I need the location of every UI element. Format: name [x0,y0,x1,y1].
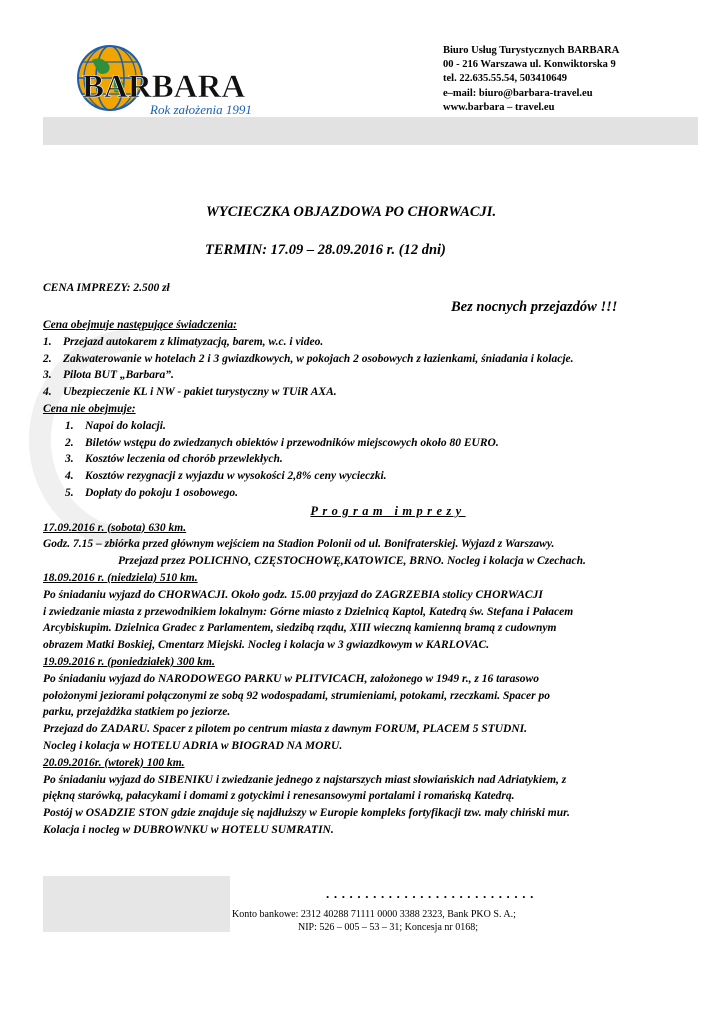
day-date: 17.09.2016 r. (sobota) 630 km. [43,521,187,534]
price-line: CENA IMPREZY: 2.500 zł [43,282,170,294]
day-text: Przejazd do ZADARU. Spacer z pilotem po centrum miasta z dawnym FORUM, PLACEM 5 STUDNI. [43,723,527,736]
barbara-logo [62,40,277,118]
excluded-item: 5. Dopłaty do pokoju 1 osobowego. [65,486,239,499]
tax-license: NIP: 526 – 005 – 53 – 31; Koncesja nr 0168; [298,922,478,933]
excluded-item: 1. Napoi do kolacji. [65,419,166,432]
bank-account: Konto bankowe: 2312 40288 71111 0000 3388 2323, Bank PKO S. A.; [232,909,516,920]
day-text: położonymi jeziorami połączonymi ze sobą 92 wodospadami, strumieniami, potokami, rzeczkami. Spacer po [43,689,550,702]
page-title: WYCIECZKA OBJAZDOWA PO CHORWACJI. [206,204,497,220]
day-text: Po śniadaniu wyjazd do SIBENIKU i zwiedzanie jednego z najstarszych miast słowiańskich nad Adriatykiem, z [43,773,567,786]
company-phone: tel. 22.635.55.54, 503410649 [443,73,567,85]
day-text: Postój w OSADZIE STON gdzie znajduje się najdłuższy w Europie kompleks fortyfikacji tzw. mały chiński mur. [43,807,570,820]
included-item: 2. Zakwaterowanie w hotelach 2 i 3 gwiazdkowych, w pokojach 2 osobowych z łazienkami, śniadania i kolacje. [43,352,574,365]
company-address: 00 - 216 Warszawa ul. Konwiktorska 9 [443,59,616,71]
header-band [43,117,698,145]
program-title: Program imprezy [310,503,466,518]
company-website: www.barbara – travel.eu [443,101,555,113]
excluded-header: Cena nie obejmuje: [43,402,136,415]
day-text: piękną starówką, pałacykami i domami z gotyckimi i renesansowymi portalami i romańską Katedrą. [43,790,515,803]
included-item: 4. Ubezpieczenie KL i NW - pakiet turystyczny w TUiR AXA. [43,386,337,399]
logo-text: BARBARA [82,69,246,105]
company-name: Biuro Usług Turystycznych BARBARA [443,45,620,56]
included-item: 3. Pilota BUT „Barbara”. [43,369,174,382]
day-text: parku, przejażdżka statkiem po jeziorze. [43,706,231,719]
day-text: Po śniadaniu wyjazd do CHORWACJI. Około godz. 15.00 przyjazd do ZAGRZEBIA stolicy CHORWACJI [43,588,543,601]
logo-tagline: Rok założenia 1991 [150,102,252,117]
excluded-item: 4. Kosztów rezygnacji z wyjazdu w wysokości 2,8% ceny wycieczki. [65,470,387,483]
day-text: Arcybiskupim. Dzielnica Gradec z Parlamentem, siedzibą rządu, XIII wieczną kamienną bramą z cudownym [43,622,557,635]
day-date: 20.09.2016r. (wtorek) 100 km. [43,756,185,769]
day-date: 18.09.2016 r. (niedziela) 510 km. [43,571,198,584]
day-text: obrazem Matki Boskiej, Cmentarz Miejski. Nocleg i kolacja w 3 gwiazdkowym w KARLOVAC. [43,639,490,652]
day-text: i zwiedzanie miasta z przewodnikiem lokalnym: Górne miasto z Dzielnicą Kaptol, Katedrą św. Stefana i Pałacem [43,605,574,618]
offer-content [43,317,713,839]
day-text: Po śniadaniu wyjazd do NARODOWEGO PARKU w PLITVICACH, założonego w 1949 r., z 16 tarasowo [43,672,539,685]
footer-dots: ........................... [326,886,538,901]
day-text: Godz. 7.15 – zbiórka przed głównym wejściem na Stadion Polonii od ul. Bonifraterskiej. Wyjazd z Warszawy. [43,538,555,551]
excluded-item: 3. Kosztów leczenia od chorób przewlekłych. [65,453,283,466]
day-date: 19.09.2016 r. (poniedziałek) 300 km. [43,655,215,668]
no-night-travel-note: Bez nocnych przejazdów !!! [451,299,618,315]
day-text: Przejazd przez POLICHNO, CZĘSTOCHOWĘ,KATOWICE, BRNO. Nocleg i kolacja w Czechach. [118,555,586,568]
day-text: Nocleg i kolacja w HOTELU ADRIA w BIOGRAD NA MORU. [43,739,343,752]
company-email: e–mail: biuro@barbara-travel.eu [443,87,593,99]
footer-band [43,876,230,932]
company-info [443,44,619,115]
term-line: TERMIN: 17.09 – 28.09.2016 r. (12 dni) [205,242,446,258]
day-text: Kolacja i nocleg w DUBROWNKU w HOTELU SUMRATIN. [43,823,334,836]
included-item: 1. Przejazd autokarem z klimatyzacją, barem, w.c. i video. [43,335,324,348]
included-header: Cena obejmuje następujące świadczenia: [43,319,237,331]
excluded-item: 2. Biletów wstępu do zwiedzanych obiektów i przewodników miejscowych około 80 EURO. [65,436,499,449]
